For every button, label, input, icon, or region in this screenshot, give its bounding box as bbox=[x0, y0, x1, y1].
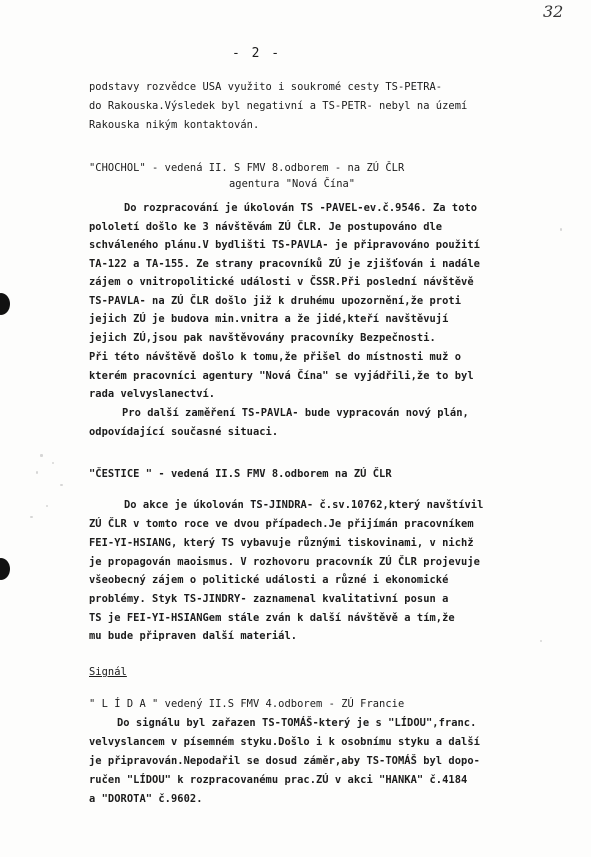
text-line: TS-PAVLA- na ZÚ ČLR došlo již k druhému upozornění,že proti bbox=[89, 295, 462, 307]
page-number: 32 bbox=[543, 2, 564, 21]
text-line: kterém pracovníci agentury "Nová Čína" se vyjádřili,že to byl bbox=[89, 370, 474, 382]
text-line: ZÚ ČLR v tomto roce ve dvou případech.Je přijímán pracovníkem bbox=[89, 518, 474, 530]
punch-hole bbox=[0, 558, 10, 580]
section-heading-chochol: "CHOCHOL" - vedená II. S FMV 8.odborem - na ZÚ ČLR bbox=[89, 162, 405, 174]
text-line: je propagován maoismus. V rozhovoru pracovník ZÚ ČLR projevuje bbox=[89, 556, 480, 568]
scan-speck bbox=[30, 516, 33, 518]
scan-speck bbox=[560, 228, 562, 231]
text-line: do Rakouska.Výsledek byl negativní a TS-PETR- nebyl na území bbox=[89, 100, 468, 112]
section-heading-lida: " L Í D A " vedený II.S FMV 4.odborem - ZÚ Francie bbox=[89, 698, 405, 710]
text-line: pololetí došlo ke 3 návštěvám ZÚ ČLR. Je postupováno dle bbox=[89, 221, 443, 233]
punch-hole bbox=[0, 293, 10, 315]
text-line: schváleného plánu.V bydlišti TS-PAVLA- je připravováno použití bbox=[89, 239, 480, 251]
text-line: ručen "LÍDOU" k rozpracovanému prac.ZÚ v akci "HANKA" č.4184 bbox=[89, 774, 468, 786]
text-line: Při této návštěvě došlo k tomu,že přišel do místnosti muž o bbox=[89, 351, 462, 363]
text-line: zájem o vnitropolitické události v ČSSR.Při poslední návštěvě bbox=[89, 276, 474, 288]
text-line: je připravován.Nepodařil se dosud záměr,aby TS-TOMÁŠ byl dopo- bbox=[89, 755, 480, 767]
scan-speck bbox=[52, 462, 54, 464]
text-line: TS je FEI-YI-HSIANGem stále zván k další návštěvě a tím,že bbox=[89, 612, 455, 624]
section-subheading: agentura "Nová Čína" bbox=[229, 178, 356, 190]
text-line: problémy. Styk TS-JINDRY- zaznamenal kvalitativní posun a bbox=[89, 593, 449, 605]
text-line: všeobecný zájem o politické události a různé i ekonomické bbox=[89, 574, 449, 586]
scan-speck bbox=[60, 484, 63, 486]
page-header-number: - 2 - bbox=[232, 46, 282, 61]
text-line: velvyslancem v písemném styku.Došlo i k osobnímu styku a další bbox=[89, 736, 480, 748]
text-line: Pro další zaměření TS-PAVLA- bude vypracován nový plán, bbox=[122, 407, 469, 419]
section-heading-signal: Signál bbox=[89, 666, 127, 678]
text-line: FEI-YI-HSIANG, který TS vybavuje různými tiskovinami, v nichž bbox=[89, 537, 474, 549]
text-line: TA-122 a TA-155. Ze strany pracovníků ZÚ je zjišťován i nadále bbox=[89, 258, 480, 270]
text-line: Do akce je úkolován TS-JINDRA- č.sv.10762,který navštívil bbox=[124, 499, 484, 511]
scan-speck bbox=[40, 454, 43, 457]
section-heading-cestice: "ČESTICE " - vedená II.S FMV 8.odborem na ZÚ ČLR bbox=[89, 468, 392, 480]
text-line: a "DOROTA" č.9602. bbox=[89, 793, 203, 805]
text-line: Do signálu byl zařazen TS-TOMÁŠ-který je s "LÍDOU",franc. bbox=[117, 717, 477, 729]
text-line: rada velvyslanectví. bbox=[89, 388, 216, 400]
text-line: jejich ZÚ,jsou pak navštěvovány pracovníky Bezpečnosti. bbox=[89, 332, 436, 344]
text-line: mu bude připraven další materiál. bbox=[89, 630, 298, 642]
text-line: Rakouska nikým kontaktován. bbox=[89, 119, 260, 131]
scan-speck bbox=[36, 471, 38, 474]
text-line: podstavy rozvědce USA využito i soukromé cesty TS-PETRA- bbox=[89, 81, 443, 93]
text-line: jejich ZÚ je budova min.vnitra a že jidé,kteří navštěvují bbox=[89, 313, 449, 325]
text-line: Do rozpracování je úkolován TS -PAVEL-ev.č.9546. Za toto bbox=[124, 202, 478, 214]
scan-speck bbox=[540, 640, 542, 642]
text-line: odpovídající současné situaci. bbox=[89, 426, 279, 438]
scan-speck bbox=[46, 505, 48, 507]
